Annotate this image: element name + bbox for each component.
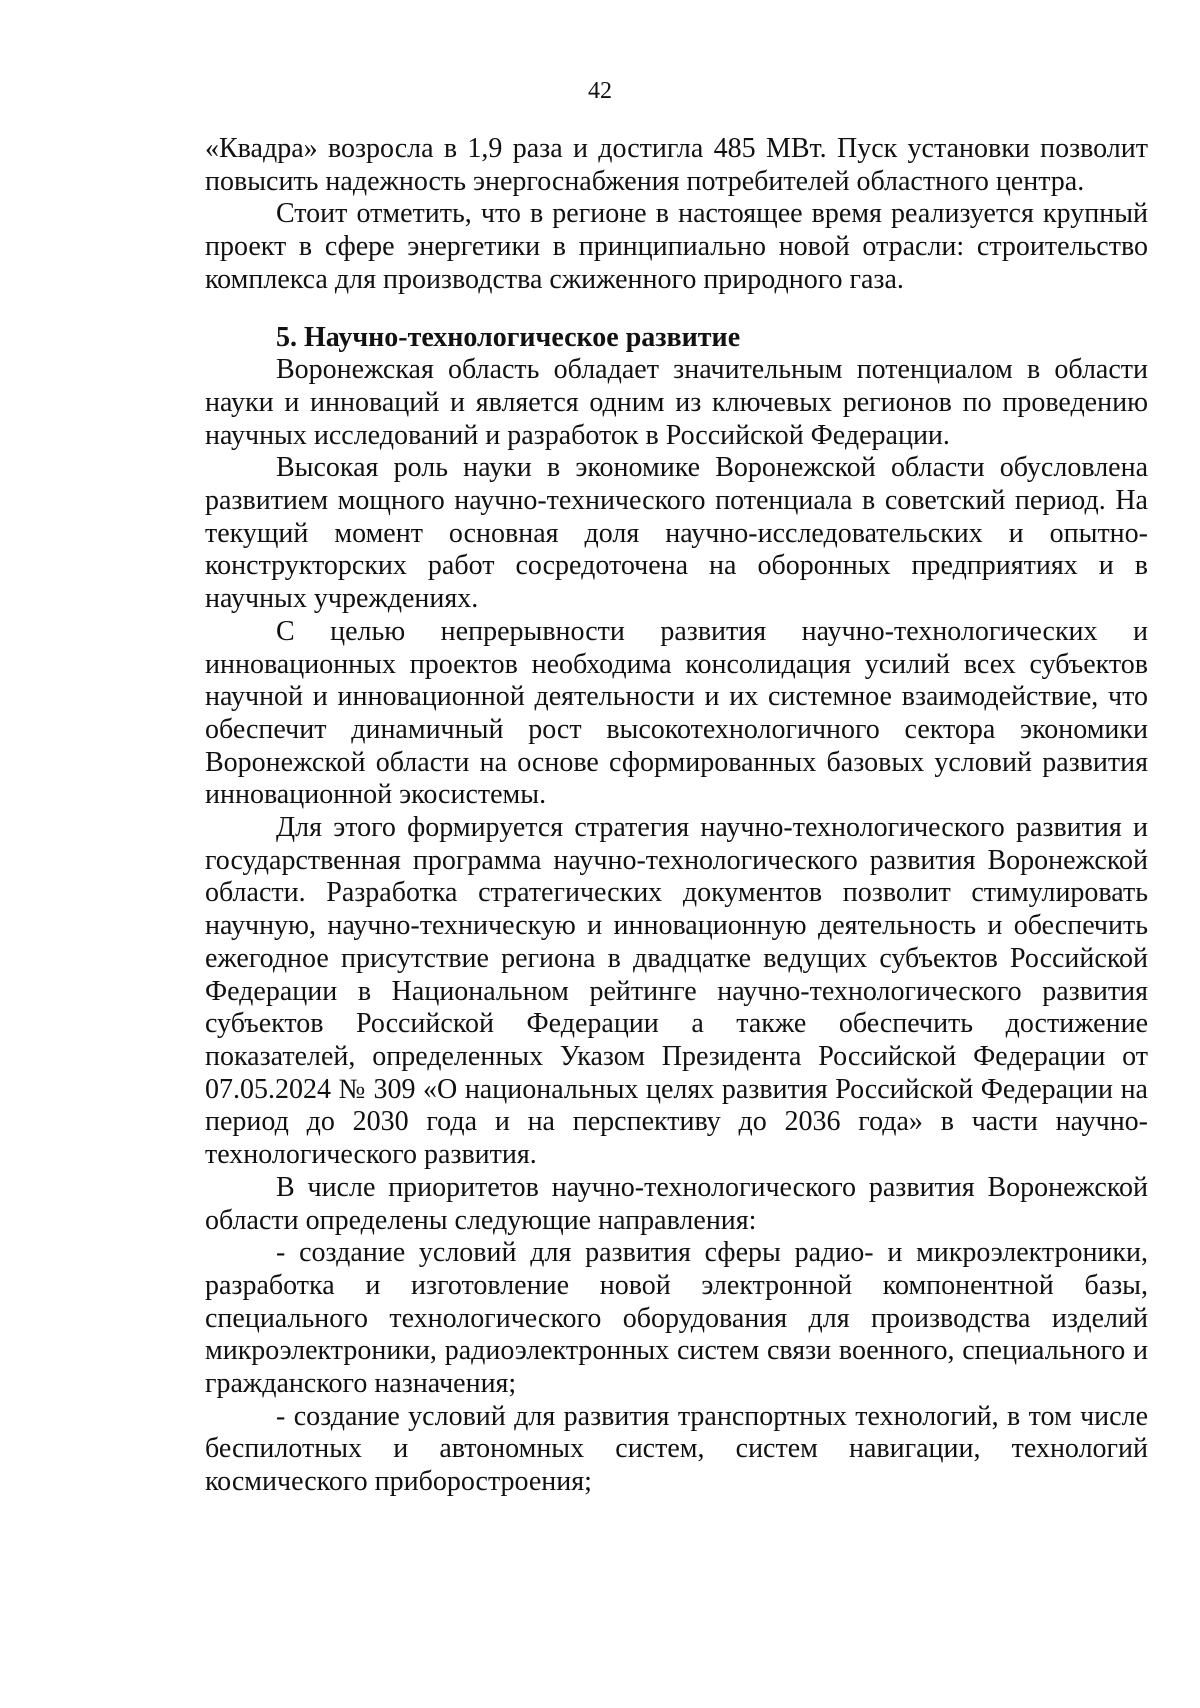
paragraph-strategy: Для этого формируется стратегия научно-технологического развития и государственная программа научно-технологического развития Воронежской области. Разработка стратегических документов позволит стимулировать научную, научно-техническую и инновационную деятельность и обеспечить ежегодное присутствие региона в двадцатке ведущих субъектов Российской Федерации в Национальном рейтинге научно-технологического развития субъектов Российской Федерации а также обеспечить достижение показателей, определенных Указом Президента Российской Федерации от 07.05.2024 № 309 «О национальных целях развития Российской Федерации на период до 2030 года и на перспективу до 2036 года» в части научно-технологического развития. (205, 812, 1148, 1171)
page-number: 42 (588, 78, 612, 104)
section-heading: 5. Научно-технологическое развитие (276, 321, 741, 353)
paragraph-science-role: Высокая роль науки в экономике Воронежской области обусловлена развитием мощного научно-технического потенциала в советский период. На текущий момент основная доля научно-исследовательских и опытно-конструкторских работ сосредоточена на оборонных предприятиях и в научных учреждениях. (205, 452, 1148, 615)
list-item-microelectronics: - создание условий для развития сферы радио- и микроэлектроники, разработка и изготовление новой электронной компонентной базы, специального технологического оборудования для производства изделий микроэлектроники, радиоэлектронных систем связи военного, специального и гражданского назначения; (205, 1237, 1148, 1400)
list-item-transport: - создание условий для развития транспортных технологий, в том числе беспилотных и автономных систем, систем навигации, технологий космического приборостроения; (205, 1400, 1148, 1498)
paragraph-lng-project: Стоит отметить, что в регионе в настоящее время реализуется крупный проект в сфере энергетики в принципиально новой отрасли: строительство комплекса для производства сжиженного природного газа. (205, 198, 1148, 295)
paragraph-continuity: С целью непрерывности развития научно-технологических и инновационных проектов необходима консолидация усилий всех субъектов научной и инновационной деятельности и их системное взаимодействие, что обеспечит динамичный рост высокотехнологичного сектора экономики Воронежской области на основе сформированных базовых условий развития инновационной экосистемы. (205, 615, 1148, 811)
document-body (205, 133, 1148, 1499)
paragraph-continuation: «Квадра» возросла в 1,9 раза и достигла 485 МВт. Пуск установки позволит повысить надежность энергоснабжения потребителей областного центра. (205, 133, 1148, 197)
paragraph-priorities: В числе приоритетов научно-технологического развития Воронежской области определены следующие направления: (205, 1171, 1148, 1236)
paragraph-potential: Воронежская область обладает значительным потенциалом в области науки и инноваций и является одним из ключевых регионов по проведению научных исследований и разработок в Российской Федерации. (205, 354, 1148, 451)
